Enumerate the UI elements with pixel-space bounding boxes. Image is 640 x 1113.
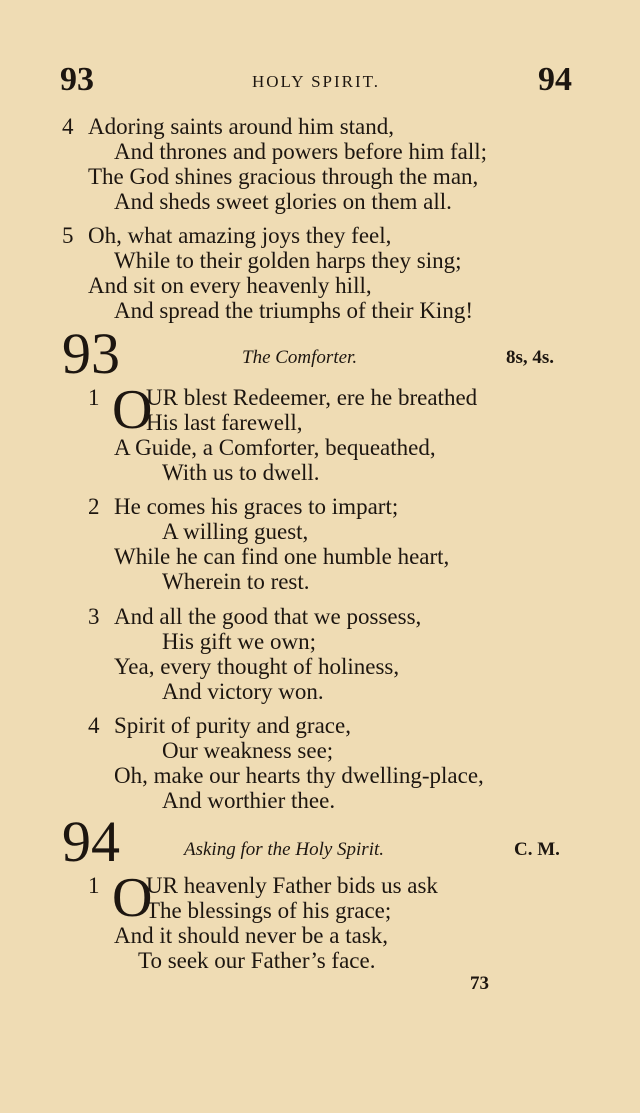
verse-line: He comes his graces to impart;: [114, 494, 399, 519]
verse-line: A willing guest,: [162, 519, 309, 544]
verse-line: Yea, every thought of holiness,: [114, 654, 400, 679]
verse-line: His last farewell,: [146, 410, 303, 435]
verse-line: And worthier thee.: [162, 788, 336, 813]
verse-line: Spirit of purity and grace,: [114, 713, 351, 738]
header-title: HOLY SPIRIT.: [251, 72, 381, 91]
verse-line: Adoring saints around him stand,: [88, 114, 394, 139]
verse-line: And sheds sweet glories on them all.: [114, 189, 452, 214]
verse-line: Oh, make our hearts thy dwelling-place,: [114, 763, 484, 788]
verse-line: And all the good that we possess,: [114, 604, 422, 629]
verse-line: Oh, what amazing joys they feel,: [88, 223, 392, 248]
hymn-number: 93: [62, 321, 120, 386]
running-header: [60, 58, 572, 102]
hymn-title: The Comforter.: [242, 347, 358, 368]
drop-cap: O: [112, 379, 153, 441]
hymn-meter: 8s, 4s.: [506, 347, 555, 368]
verse-line: A Guide, a Comforter, bequeathed,: [114, 435, 436, 460]
verse-line: While to their golden harps they sing;: [114, 248, 462, 273]
verse-line: His gift we own;: [162, 629, 316, 654]
header-right-number: 94: [538, 61, 572, 98]
verse-line: UR blest Redeemer, ere he breathed: [146, 385, 478, 410]
drop-cap: O: [112, 867, 153, 929]
verse-number: 3: [88, 604, 100, 629]
verse-line: And spread the triumphs of their King!: [114, 298, 473, 323]
verse-number: 5: [62, 223, 74, 248]
hymn-title: Asking for the Holy Spirit.: [184, 839, 385, 860]
verse-line: And sit on every heavenly hill,: [88, 273, 372, 298]
verse-line: Our weakness see;: [162, 738, 334, 763]
verse-number: 4: [62, 114, 74, 139]
verse-number: 4: [88, 713, 100, 738]
verse-number: 2: [88, 494, 100, 519]
verse-line: And thrones and powers before him fall;: [114, 139, 488, 164]
verse-number: 1: [88, 873, 100, 898]
verse-line: With us to dwell.: [162, 460, 320, 485]
verse-line: And it should never be a task,: [114, 923, 389, 948]
verse-line: To seek our Father’s face.: [138, 948, 376, 973]
page-number: 73: [470, 973, 489, 994]
hymn-number: 94: [62, 809, 120, 874]
verse-line: And victory won.: [162, 679, 324, 704]
verse-line: Wherein to rest.: [162, 569, 310, 594]
header-left-number: 93: [60, 61, 94, 98]
verse-number: 1: [88, 385, 100, 410]
verse-line: While he can find one humble heart,: [114, 544, 450, 569]
verse-line: UR heavenly Father bids us ask: [146, 873, 438, 898]
verse-line: The God shines gracious through the man,: [88, 164, 479, 189]
verse-line: The blessings of his grace;: [146, 898, 392, 923]
hymn-meter: C. M.: [514, 839, 560, 860]
